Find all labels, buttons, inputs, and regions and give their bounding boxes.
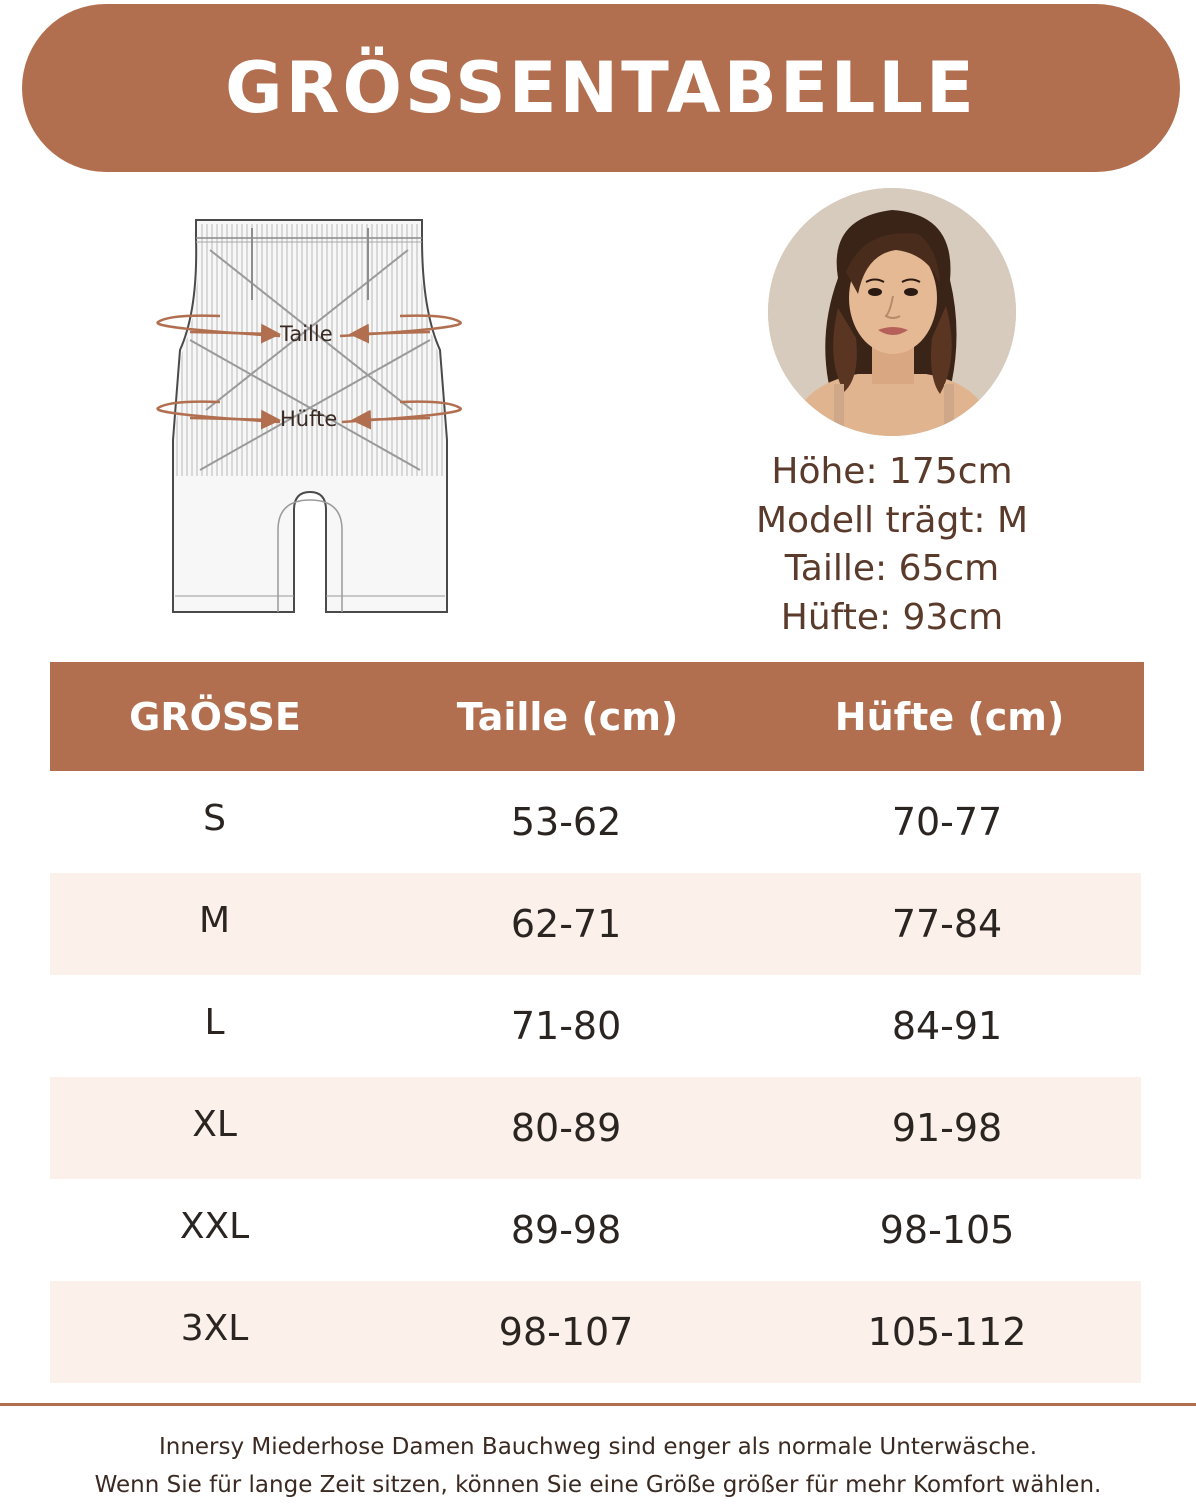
cell-hip: 91-98: [891, 1106, 1003, 1150]
table-row: [50, 975, 1141, 1077]
cell-waist: 62-71: [510, 902, 622, 946]
footnote-line-1: Innersy Miederhose Damen Bauchweg sind enger als normale Unterwäsche.: [158, 1434, 1038, 1460]
cell-hip: 98-105: [879, 1208, 1015, 1252]
garment-diagram: [150, 210, 470, 620]
page-title: GRÖSSENTABELLE: [225, 47, 977, 129]
header-waist: Taille (cm): [456, 694, 679, 739]
waist-label: Taille: [280, 322, 333, 346]
cell-size: L: [204, 1001, 225, 1043]
table-row: [50, 771, 1141, 873]
table-row: [50, 1281, 1141, 1383]
model-hip: Hüfte: 93cm: [780, 596, 1004, 638]
model-photo: [768, 188, 1016, 436]
cell-waist: 80-89: [510, 1106, 622, 1150]
cell-waist: 71-80: [510, 1004, 622, 1048]
cell-size: 3XL: [180, 1307, 249, 1349]
cell-waist: 53-62: [510, 800, 622, 844]
cell-waist: 89-98: [510, 1208, 622, 1252]
cell-hip: 105-112: [867, 1310, 1027, 1354]
title-banner: [22, 4, 1180, 172]
table-header: [50, 662, 1144, 771]
cell-hip: 77-84: [891, 902, 1003, 946]
table-row: [50, 1077, 1141, 1179]
model-height: Höhe: 175cm: [771, 451, 1013, 492]
cell-size: XL: [192, 1103, 237, 1145]
model-waist: Taille: 65cm: [784, 548, 1000, 589]
cell-size: S: [203, 797, 226, 839]
hip-label: Hüfte: [280, 407, 338, 431]
cell-size: XXL: [179, 1205, 250, 1247]
header-hip: Hüfte (cm): [834, 694, 1065, 739]
footnote: [0, 1428, 1196, 1504]
header-size: GRÖSSE: [129, 694, 301, 739]
footer-divider: [0, 1403, 1196, 1406]
size-table: [50, 662, 1144, 1383]
table-row: [50, 873, 1141, 975]
cell-size: M: [199, 899, 231, 941]
model-size: Modell trägt: M: [755, 499, 1029, 541]
footnote-line-2: Wenn Sie für lange Zeit sitzen, können Sie eine Größe größer für mehr Komfort wählen.: [94, 1472, 1102, 1498]
model-measurements: [700, 448, 1084, 642]
cell-hip: 84-91: [891, 1004, 1003, 1048]
cell-waist: 98-107: [498, 1310, 634, 1354]
table-row: [50, 1179, 1141, 1281]
cell-hip: 70-77: [891, 800, 1003, 844]
model-portrait-illustration: [768, 188, 1016, 436]
